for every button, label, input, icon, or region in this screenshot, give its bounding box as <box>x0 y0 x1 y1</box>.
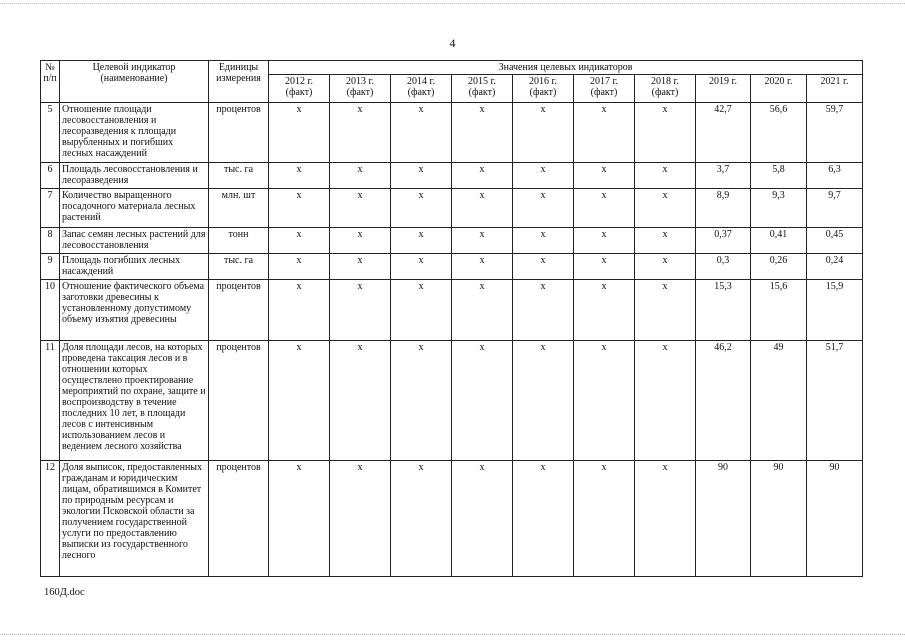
value-cell: 6,3 <box>807 163 863 189</box>
value-cell: x <box>513 254 574 280</box>
row-number: 10 <box>41 280 60 341</box>
header-year: 2016 г. (факт) <box>513 75 574 103</box>
value-cell: x <box>330 280 391 341</box>
header-year: 2014 г. (факт) <box>391 75 452 103</box>
row-number: 7 <box>41 189 60 228</box>
value-cell: x <box>513 341 574 461</box>
value-cell: 51,7 <box>807 341 863 461</box>
value-cell: 9,3 <box>751 189 807 228</box>
header-year: 2019 г. <box>696 75 751 103</box>
row-number: 9 <box>41 254 60 280</box>
value-cell: 90 <box>807 461 863 577</box>
value-cell: 46,2 <box>696 341 751 461</box>
value-cell: x <box>635 163 696 189</box>
value-cell: x <box>635 280 696 341</box>
value-cell: x <box>391 103 452 163</box>
value-cell: x <box>269 228 330 254</box>
value-cell: x <box>269 341 330 461</box>
value-cell: x <box>330 103 391 163</box>
value-cell: x <box>513 163 574 189</box>
header-year: 2015 г. (факт) <box>452 75 513 103</box>
value-cell: x <box>330 254 391 280</box>
value-cell: 59,7 <box>807 103 863 163</box>
value-cell: x <box>574 228 635 254</box>
value-cell: 0,45 <box>807 228 863 254</box>
row-number: 11 <box>41 341 60 461</box>
value-cell: x <box>574 103 635 163</box>
table-row <box>41 163 863 189</box>
value-cell: x <box>574 461 635 577</box>
value-cell: x <box>391 228 452 254</box>
value-cell: 0,3 <box>696 254 751 280</box>
value-cell: x <box>513 461 574 577</box>
value-cell: 15,9 <box>807 280 863 341</box>
unit-cell: процентов <box>209 280 269 341</box>
unit-cell: процентов <box>209 461 269 577</box>
header-year: 2012 г. (факт) <box>269 75 330 103</box>
table-row <box>41 254 863 280</box>
header-indicator: Целевой индикатор (наименование) <box>60 61 209 103</box>
indicator-name: Доля выписок, предоставленных гражданам и юридическим лицам, обратившимся в Комитет по природным ресурсам и экологии Псковской области за получением государственной услуги по предоставлению выписки из государственного лесного <box>60 461 209 577</box>
row-number: 12 <box>41 461 60 577</box>
value-cell: x <box>452 461 513 577</box>
value-cell: x <box>452 254 513 280</box>
value-cell: x <box>391 163 452 189</box>
value-cell: x <box>330 163 391 189</box>
indicator-name: Площадь погибших лесных насаждений <box>60 254 209 280</box>
value-cell: 49 <box>751 341 807 461</box>
value-cell: 15,6 <box>751 280 807 341</box>
value-cell: 5,8 <box>751 163 807 189</box>
indicator-name: Отношение фактического объема заготовки древесины к установленному допустимому объему изъятия древесины <box>60 280 209 341</box>
value-cell: x <box>574 280 635 341</box>
value-cell: x <box>635 189 696 228</box>
unit-cell: процентов <box>209 103 269 163</box>
indicator-name: Отношение площади лесовосстановления и лесоразведения к площади вырубленных и погибших лесных насаждений <box>60 103 209 163</box>
value-cell: x <box>574 163 635 189</box>
row-number: 8 <box>41 228 60 254</box>
value-cell: x <box>269 280 330 341</box>
value-cell: x <box>269 163 330 189</box>
unit-cell: процентов <box>209 341 269 461</box>
header-year: 2020 г. <box>751 75 807 103</box>
value-cell: x <box>269 461 330 577</box>
value-cell: x <box>330 461 391 577</box>
value-cell: 3,7 <box>696 163 751 189</box>
page-number: 4 <box>449 36 456 50</box>
table-row <box>41 189 863 228</box>
value-cell: x <box>452 228 513 254</box>
scan-top-edge <box>0 3 905 4</box>
unit-cell: тонн <box>209 228 269 254</box>
header-year: 2021 г. <box>807 75 863 103</box>
unit-cell: тыс. га <box>209 163 269 189</box>
value-cell: 42,7 <box>696 103 751 163</box>
value-cell: x <box>513 228 574 254</box>
indicator-name: Площадь лесовосстановления и лесоразведения <box>60 163 209 189</box>
value-cell: x <box>635 228 696 254</box>
value-cell: x <box>635 461 696 577</box>
value-cell: x <box>391 189 452 228</box>
value-cell: 0,24 <box>807 254 863 280</box>
value-cell: x <box>513 189 574 228</box>
value-cell: x <box>452 103 513 163</box>
value-cell: x <box>391 254 452 280</box>
value-cell: x <box>635 103 696 163</box>
table-row <box>41 341 863 461</box>
scan-bottom-edge <box>0 634 905 635</box>
table-row <box>41 280 863 341</box>
row-number: 6 <box>41 163 60 189</box>
header-year: 2017 г. (факт) <box>574 75 635 103</box>
value-cell: x <box>269 254 330 280</box>
value-cell: x <box>330 189 391 228</box>
value-cell: 9,7 <box>807 189 863 228</box>
unit-cell: тыс. га <box>209 254 269 280</box>
indicator-name: Количество выращенного посадочного материала лесных растений <box>60 189 209 228</box>
value-cell: 0,26 <box>751 254 807 280</box>
indicator-name: Доля площади лесов, на которых проведена таксация лесов и в отношении которых осуществлено проектирование мероприятий по охране, защите и воспроизводству в течение последних 10 лет, в площади лесов с интенсивным использованием лесов и ведением лесного хозяйства <box>60 341 209 461</box>
file-name-footer: 160Д.doc <box>44 587 85 598</box>
header-num: № п/п <box>41 61 60 103</box>
value-cell: x <box>391 461 452 577</box>
header-units: Единицы измерения <box>209 61 269 103</box>
value-cell: x <box>452 280 513 341</box>
header-values-group: Значения целевых индикаторов <box>269 61 863 75</box>
value-cell: x <box>330 228 391 254</box>
value-cell: x <box>513 280 574 341</box>
value-cell: x <box>574 341 635 461</box>
value-cell: 90 <box>696 461 751 577</box>
value-cell: x <box>391 280 452 341</box>
header-year: 2018 г. (факт) <box>635 75 696 103</box>
table-row <box>41 461 863 577</box>
value-cell: x <box>635 341 696 461</box>
value-cell: x <box>452 163 513 189</box>
value-cell: x <box>574 189 635 228</box>
value-cell: 90 <box>751 461 807 577</box>
value-cell: x <box>574 254 635 280</box>
value-cell: 0,37 <box>696 228 751 254</box>
row-number: 5 <box>41 103 60 163</box>
value-cell: 15,3 <box>696 280 751 341</box>
value-cell: x <box>330 341 391 461</box>
value-cell: x <box>269 189 330 228</box>
value-cell: x <box>452 189 513 228</box>
value-cell: x <box>635 254 696 280</box>
unit-cell: млн. шт <box>209 189 269 228</box>
value-cell: x <box>513 103 574 163</box>
indicator-name: Запас семян лесных растений для лесовосстановления <box>60 228 209 254</box>
table-row <box>41 103 863 163</box>
value-cell: 56,6 <box>751 103 807 163</box>
value-cell: x <box>391 341 452 461</box>
value-cell: x <box>452 341 513 461</box>
header-year: 2013 г. (факт) <box>330 75 391 103</box>
value-cell: 0,41 <box>751 228 807 254</box>
value-cell: x <box>269 103 330 163</box>
indicators-table <box>40 60 863 577</box>
value-cell: 8,9 <box>696 189 751 228</box>
table-row <box>41 228 863 254</box>
